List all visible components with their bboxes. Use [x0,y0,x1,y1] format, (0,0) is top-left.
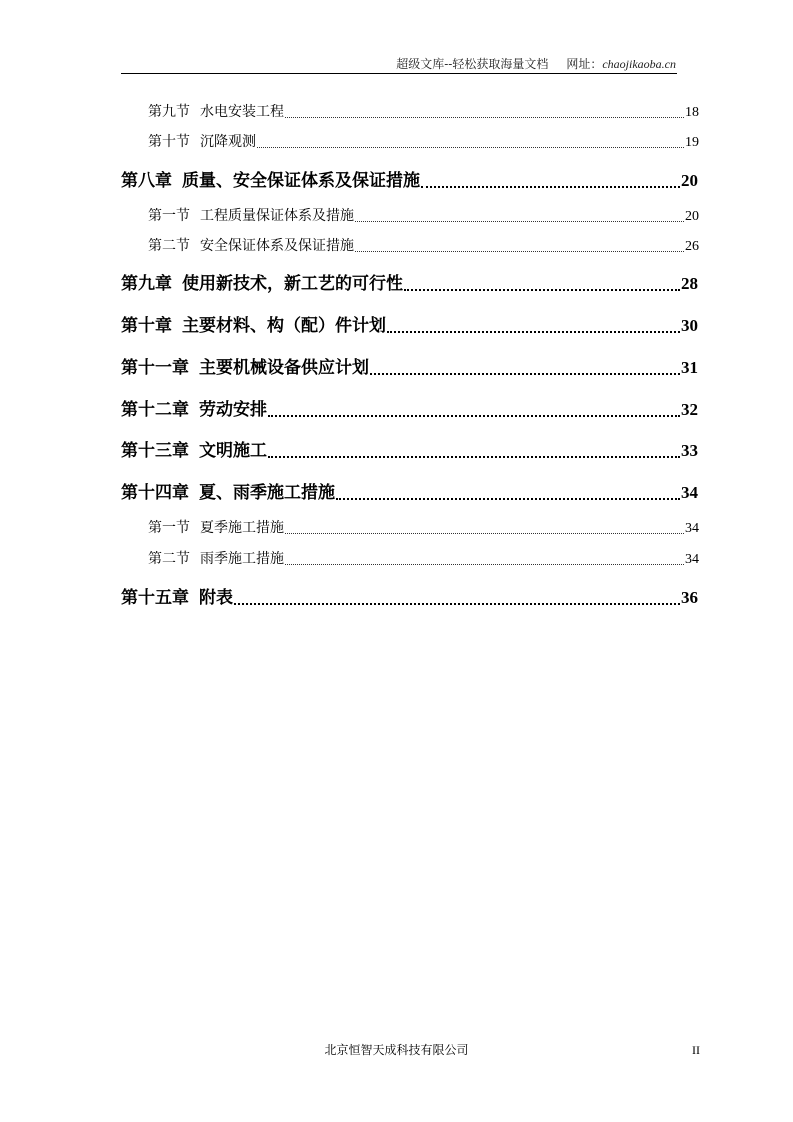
toc-entry-page: 20 [685,209,699,224]
toc-entry-title: 主要机械设备供应计划 [199,358,369,378]
toc-dot-leader [421,186,680,188]
toc-entry-number: 第二节 [148,551,190,567]
toc-dot-leader [234,603,680,605]
toc-section-entry[interactable] [148,518,699,539]
toc-entry-number: 第一节 [148,520,190,536]
toc-dot-leader [355,221,684,222]
toc-dot-leader [268,456,680,458]
toc-section-entry[interactable] [148,236,699,257]
toc-entry-number: 第九章 [121,274,172,294]
toc-chapter-entry[interactable] [121,587,698,609]
toc-section-entry[interactable] [148,132,699,153]
toc-entry-page: 32 [681,400,698,419]
toc-chapter-entry[interactable] [121,399,698,421]
toc-entry-title: 主要材料、构（配）件计划 [182,316,386,336]
toc-entry-page: 20 [681,171,698,190]
toc-entry-number: 第十四章 [121,483,189,503]
header-url[interactable]: chaojikaoba.cn [602,57,676,71]
toc-dot-leader [404,289,680,291]
toc-chapter-entry[interactable] [121,357,698,379]
toc-dot-leader [336,498,680,500]
toc-dot-leader [370,373,680,375]
toc-entry-page: 26 [685,239,699,254]
toc-entry-page: 33 [681,441,698,460]
toc-dot-leader [355,251,684,252]
toc-section-entry[interactable] [148,102,699,123]
toc-entry-page: 18 [685,105,699,120]
toc-entry-page: 34 [685,552,699,567]
toc-entry-title: 文明施工 [199,441,267,461]
toc-section-entry[interactable] [148,206,699,227]
toc-entry-title: 质量、安全保证体系及保证措施 [182,171,420,191]
toc-entry-number: 第十五章 [121,588,189,608]
toc-chapter-entry[interactable] [121,440,698,462]
toc-entry-title: 雨季施工措施 [200,551,284,567]
toc-chapter-entry[interactable] [121,315,698,337]
toc-entry-page: 34 [685,521,699,536]
toc-entry-page: 28 [681,274,698,293]
toc-chapter-entry[interactable] [121,170,698,192]
toc-entry-page: 34 [681,483,698,502]
page-header [121,56,676,72]
toc-dot-leader [285,117,684,118]
toc-entry-title: 工程质量保证体系及措施 [200,208,354,224]
toc-dot-leader [285,533,684,534]
toc-entry-page: 36 [681,588,698,607]
toc-entry-title: 劳动安排 [199,400,267,420]
toc-entry-number: 第九节 [148,104,190,120]
toc-entry-page: 19 [685,135,699,150]
toc-entry-number: 第二节 [148,238,190,254]
header-url-label: 网址： [566,57,603,71]
toc-entry-title: 附表 [199,588,233,608]
toc-entry-title: 水电安装工程 [200,104,284,120]
toc-entry-number: 第八章 [121,171,172,191]
toc-entry-page: 30 [681,316,698,335]
toc-dot-leader [268,415,680,417]
toc-entry-title: 沉降观测 [200,134,256,150]
toc-dot-leader [257,147,684,148]
toc-dot-leader [387,331,680,333]
footer-company: 北京恒智天成科技有限公司 [324,1043,469,1057]
toc-chapter-entry[interactable] [121,273,698,295]
toc-entry-page: 31 [681,358,698,377]
toc-entry-number: 第十二章 [121,400,189,420]
toc-entry-title: 使用新技术，新工艺的可行性 [182,274,403,294]
toc-dot-leader [285,564,684,565]
toc-entry-number: 第十一章 [121,358,189,378]
footer-page-number: II [692,1043,700,1057]
toc-section-entry[interactable] [148,549,699,570]
toc-chapter-entry[interactable] [121,482,698,504]
toc-entry-number: 第一节 [148,208,190,224]
header-divider [121,73,677,74]
toc-entry-title: 夏、雨季施工措施 [199,483,335,503]
header-library-text: 超级文库--轻松获取海量文档 [396,57,549,71]
toc-entry-number: 第十三章 [121,441,189,461]
toc-entry-title: 夏季施工措施 [200,520,284,536]
toc-entry-title: 安全保证体系及保证措施 [200,238,354,254]
toc-entry-number: 第十节 [148,134,190,150]
toc-entry-number: 第十章 [121,316,172,336]
